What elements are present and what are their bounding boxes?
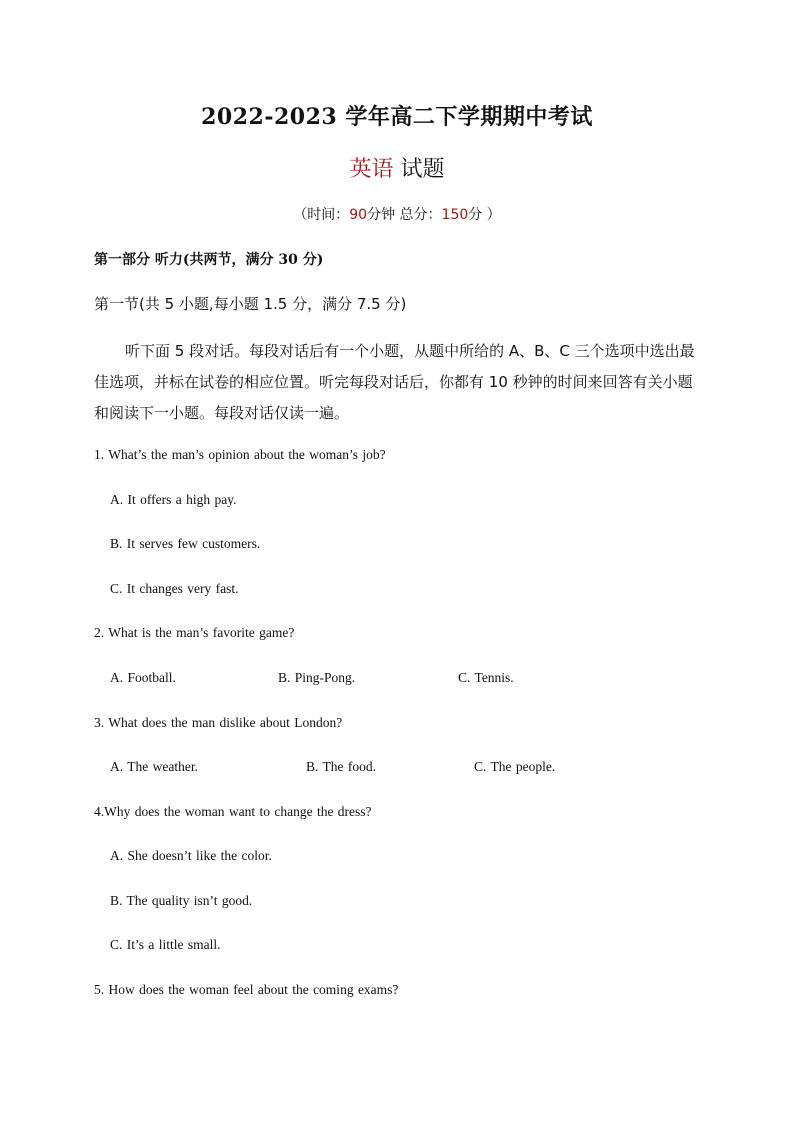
option-2b: B. Ping-Pong. [278,670,356,685]
option-2a: A. Football. [110,670,176,685]
option-4b: B. The quality isn’t good. [110,893,253,908]
time-value: 90 [349,207,368,223]
part-heading: 第一部分 听力(共两节，满分 30 分) [94,252,324,268]
question-3: 3. What does the man dislike about London? [94,715,343,730]
option-2c: C. Tennis. [458,670,514,685]
option-1a: A. It offers a high pay. [110,492,237,507]
subject-title [0,152,794,183]
question-5: 5. How does the woman feel about the coming exams? [94,982,399,997]
question-4: 4.Why does the woman want to change the dress? [94,804,372,819]
subject-name: 英语 [349,157,394,182]
instructions: 听下面 5 段对话。每段对话后有一个小题，从题中所给的 A、B、C 三个选项中选出最佳选项，并标在试卷的相应位置。听完每段对话后，你都有 10 秒钟的时间来回答有关小题和阅读下一小题。每段对话仅读一遍。 [94,342,695,422]
option-1c: C. It changes very fast. [110,581,239,596]
time-prefix: （时间： [293,207,350,223]
section-heading: 第一节(共 5 小题,每小题 1.5 分，满分 7.5 分) [94,295,407,313]
option-3b: B. The food. [306,759,376,774]
score-value: 150 [441,207,469,223]
question-1: 1. What’s the man’s opinion about the woman’s job? [94,447,386,462]
time-unit: 分钟 总分： [367,207,442,223]
exam-title: 2022-2023 学年高二下学期期中考试 [201,104,593,130]
question-2: 2. What is the man’s favorite game? [94,625,295,640]
subject-suffix: 试题 [400,157,445,182]
option-4a: A. She doesn’t like the color. [110,848,272,863]
score-unit: 分 ） [468,207,501,223]
option-1b: B. It serves few customers. [110,536,261,551]
exam-info [0,204,794,224]
option-3a: A. The weather. [110,759,198,774]
option-4c: C. It’s a little small. [110,937,221,952]
option-3c: C. The people. [474,759,556,774]
